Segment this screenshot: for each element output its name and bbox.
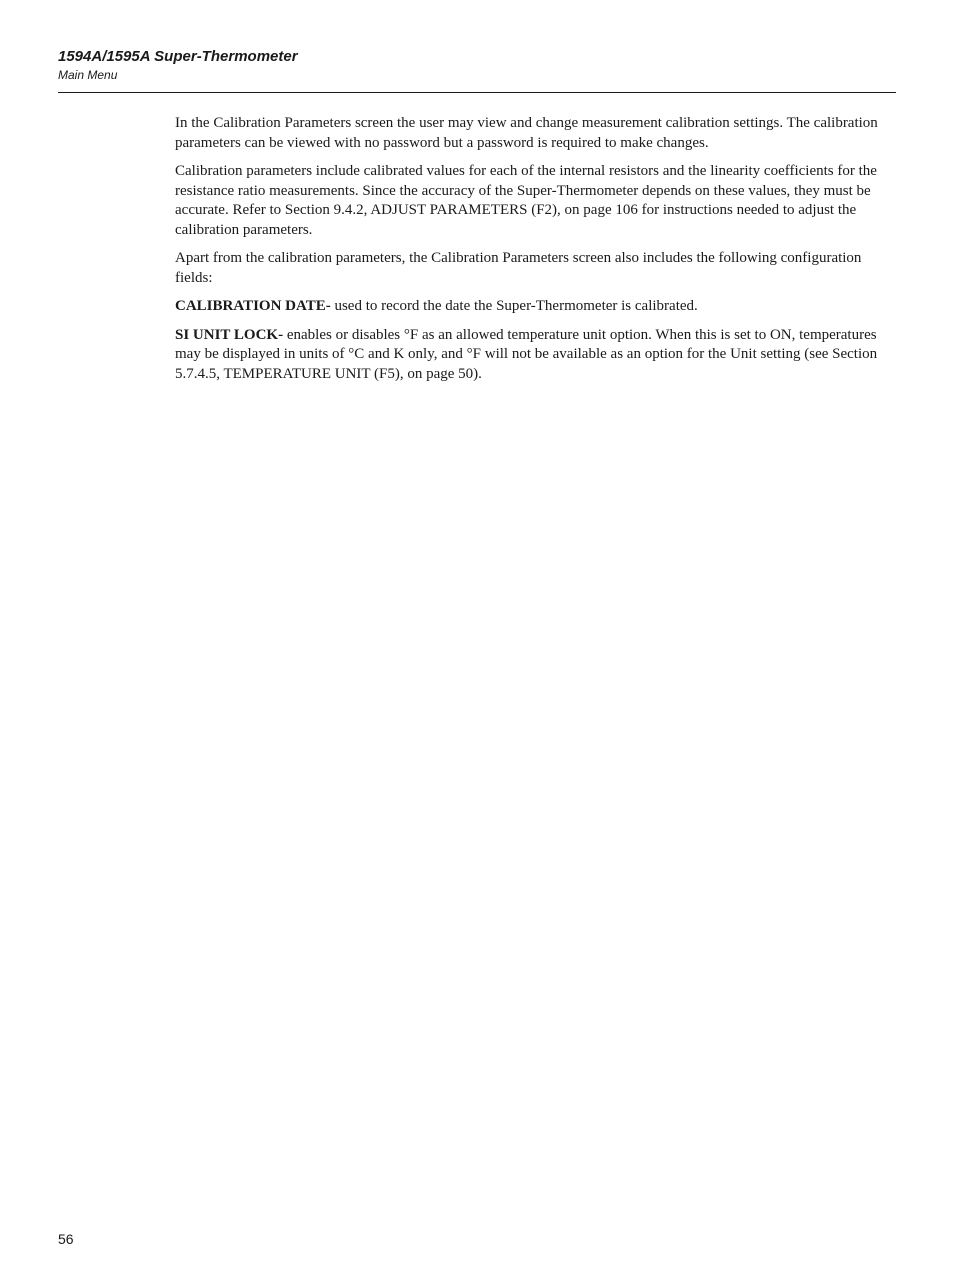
si-unit-lock-description: enables or disables °F as an allowed temperature unit option. When this is set to ON, temperatures may be displayed in units of °C and K only, and °F will not be available as an option for the Unit setting (see Section 5.7.4.5, TEMPERATURE UNIT (F5), on page 50). — [175, 326, 878, 382]
calibration-date-description: used to record the date the Super-Thermometer is calibrated. — [330, 298, 698, 314]
page-header — [58, 48, 896, 83]
paragraph-calibration-date — [175, 297, 891, 317]
section-subtitle: Main Menu — [58, 68, 118, 82]
page-number: 56 — [58, 1231, 74, 1247]
header-divider — [58, 92, 896, 93]
paragraph-intro: In the Calibration Parameters screen the user may view and change measurement calibration settings. The calibration parameters can be viewed with no password but a password is required to make changes. — [175, 115, 878, 151]
paragraph-configuration-fields: Apart from the calibration parameters, the Calibration Parameters screen also includes the following configuration fields: — [175, 250, 862, 286]
body-content — [175, 114, 891, 393]
paragraph-si-unit-lock — [175, 326, 891, 385]
paragraph-calibration-parameters: Calibration parameters include calibrated values for each of the internal resistors and the linearity coefficients for the resistance ratio measurements. Since the accuracy of the Super-Thermometer depends on these values, they must be accurate. Refer to Section 9.4.2, ADJUST PARAMETERS (F2), on page 106 for instructions needed to adjust the calibration parameters. — [175, 163, 877, 238]
si-unit-lock-label: SI UNIT LOCK- — [175, 326, 284, 343]
calibration-date-label: CALIBRATION DATE- — [175, 298, 331, 314]
document-title: 1594A/1595A Super-Thermometer — [58, 48, 298, 65]
